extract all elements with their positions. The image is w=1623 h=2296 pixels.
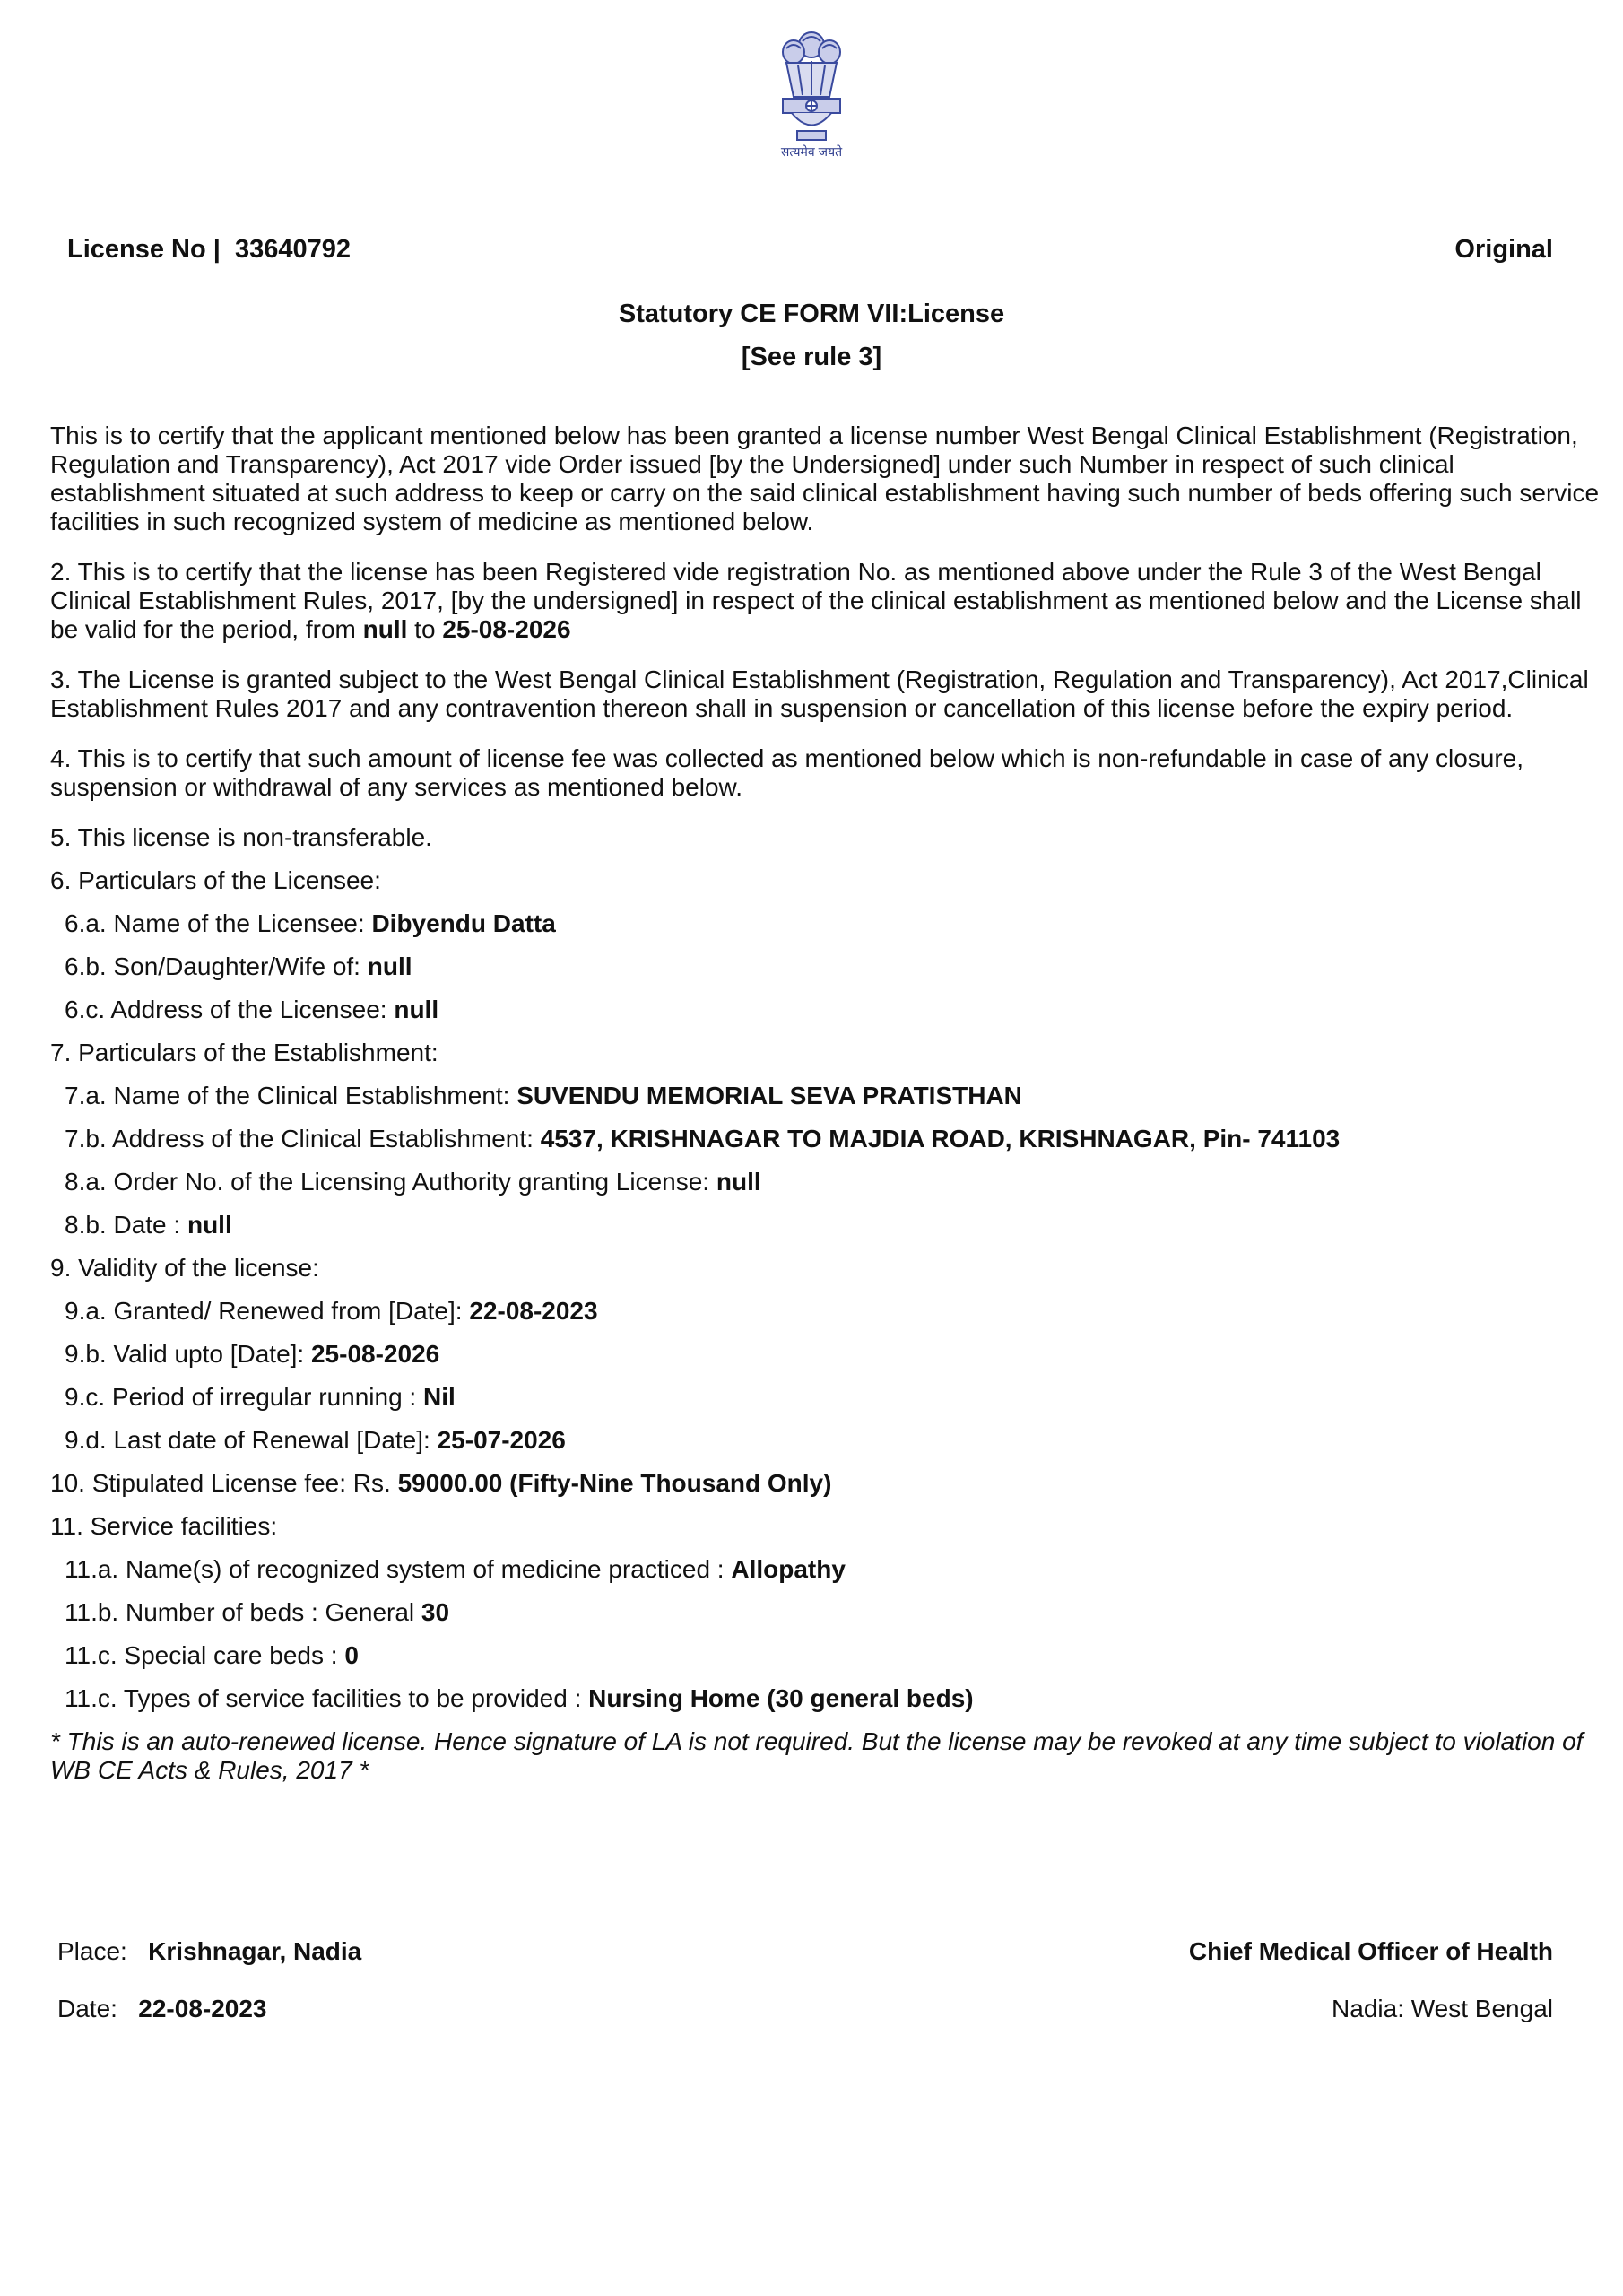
- section-11-heading: 11. Service facilities:: [50, 1512, 278, 1540]
- license-fee: [50, 1469, 1601, 1498]
- label: 9.d. Last date of Renewal [Date]:: [65, 1426, 438, 1454]
- value: SUVENDU MEMORIAL SEVA PRATISTHAN: [516, 1082, 1022, 1109]
- value: null: [394, 996, 439, 1023]
- form-rule: [See rule 3]: [741, 343, 882, 371]
- p2-to: 25-08-2026: [442, 615, 571, 643]
- value: 30: [421, 1598, 450, 1626]
- label: 9.a. Granted/ Renewed from [Date]:: [65, 1297, 470, 1325]
- label: 9.c. Period of irregular running :: [65, 1383, 423, 1411]
- licensee-relation: [50, 952, 1601, 981]
- label: 7.b. Address of the Clinical Establishment:: [65, 1125, 541, 1152]
- label: 11.c. Types of service facilities to be provided :: [65, 1684, 589, 1712]
- license-no-label: License No |: [67, 235, 221, 264]
- value: null: [187, 1211, 232, 1239]
- label: 11.b. Number of beds : General: [65, 1598, 421, 1626]
- licensee-address: [50, 996, 1601, 1024]
- p2-to-word: to: [407, 615, 443, 643]
- label: 11.a. Name(s) of recognized system of medicine practiced :: [65, 1555, 732, 1583]
- p2-from: null: [362, 615, 408, 643]
- place-label: Place:: [57, 1937, 127, 1965]
- date-line: [57, 1995, 267, 2023]
- licensee-name: [50, 909, 1601, 938]
- copy-type: Original: [1454, 235, 1553, 264]
- license-number-line: [67, 235, 351, 265]
- paragraph-5: 5. This license is non-transferable.: [50, 823, 432, 851]
- label: 9.b. Valid upto [Date]:: [65, 1340, 311, 1368]
- section-7-heading: 7. Particulars of the Establishment:: [50, 1039, 438, 1066]
- value: Nil: [422, 1383, 456, 1411]
- special-care-beds: [50, 1641, 1601, 1670]
- value: 22-08-2023: [469, 1297, 598, 1325]
- value: Dibyendu Datta: [371, 909, 556, 937]
- authority-location: Nadia: West Bengal: [1332, 1995, 1553, 2022]
- establishment-name: [50, 1082, 1601, 1110]
- value: 0: [344, 1641, 359, 1669]
- place-value: Krishnagar, Nadia: [148, 1937, 362, 1965]
- license-body: [50, 422, 1601, 1806]
- value: 59000.00 (Fifty-Nine Thousand Only): [397, 1469, 832, 1497]
- label: 6.c. Address of the Licensee:: [65, 996, 395, 1023]
- authority-title: Chief Medical Officer of Health: [1188, 1937, 1553, 1965]
- general-beds: [50, 1598, 1601, 1627]
- medicine-system: [50, 1555, 1601, 1584]
- auto-renewal-note: * This is an auto-renewed license. Hence signature of LA is not required. But the license may be revoked at any time subject to violation of WB CE Acts & Rules, 2017 *: [50, 1727, 1584, 1784]
- paragraph-2: [50, 558, 1601, 644]
- irregular-running: [50, 1383, 1601, 1412]
- section-6-heading: 6. Particulars of the Licensee:: [50, 866, 381, 894]
- paragraph-4: 4. This is to certify that such amount of license fee was collected as mentioned below which is non-refundable in case of any closure, suspension or withdrawal of any services as mentioned below.: [50, 744, 1524, 801]
- value: 4537, KRISHNAGAR TO MAJDIA ROAD, KRISHNAGAR, Pin- 741103: [540, 1125, 1341, 1152]
- establishment-address: [50, 1125, 1601, 1153]
- value: Allopathy: [731, 1555, 846, 1583]
- value: 25-08-2026: [310, 1340, 440, 1368]
- order-date: [50, 1211, 1601, 1239]
- emblem-motto: सत्यमेव जयते: [780, 144, 843, 159]
- value: 25-07-2026: [437, 1426, 566, 1454]
- label: 8.a. Order No. of the Licensing Authority granting License:: [65, 1168, 716, 1196]
- granted-from: [50, 1297, 1601, 1326]
- paragraph-1: This is to certify that the applicant mentioned below has been granted a license number West Bengal Clinical Establishment (Registration, Regulation and Transparency), Act 2017 vide Order issued [by the Undersigned] under such Number in respect of such clinical establishment situated at such address to keep or carry on the said clinical establishment having such number of beds offering such service facilities in such recognized system of medicine as mentioned below.: [50, 422, 1600, 535]
- last-renewal-date: [50, 1426, 1601, 1455]
- p2-text: 2. This is to certify that the license has been Registered vide registration No. as mentioned above under the Rule 3 of the West Bengal Clinical Establishment Rules, 2017, [by the undersigned] in respect of the clinical establishment as mentioned below and the License shall be valid for the period, from: [50, 558, 1582, 643]
- paragraph-3: 3. The License is granted subject to the West Bengal Clinical Establishment (Registration, Regulation and Transparency), Act 2017,Clinical Establishment Rules 2017 and any contravention thereon shall in suspension or cancellation of this license before the expiry period.: [50, 665, 1589, 722]
- valid-upto: [50, 1340, 1601, 1369]
- service-facility-types: [50, 1684, 1601, 1713]
- value: null: [367, 952, 412, 980]
- date-value: 22-08-2023: [138, 1995, 267, 2022]
- section-9-heading: 9. Validity of the license:: [50, 1254, 319, 1282]
- license-no-value: 33640792: [235, 235, 352, 264]
- date-label: Date:: [57, 1995, 117, 2022]
- label: 10. Stipulated License fee: Rs.: [50, 1469, 398, 1497]
- order-no: [50, 1168, 1601, 1196]
- value: Nursing Home (30 general beds): [588, 1684, 974, 1712]
- form-title: Statutory CE FORM VII:License: [618, 300, 1005, 328]
- value: null: [716, 1168, 761, 1196]
- label: 6.b. Son/Daughter/Wife of:: [65, 952, 368, 980]
- label: 8.b. Date :: [65, 1211, 187, 1239]
- label: 11.c. Special care beds :: [65, 1641, 345, 1669]
- label: 7.a. Name of the Clinical Establishment:: [65, 1082, 517, 1109]
- place-line: [57, 1937, 361, 1966]
- label: 6.a. Name of the Licensee:: [65, 909, 372, 937]
